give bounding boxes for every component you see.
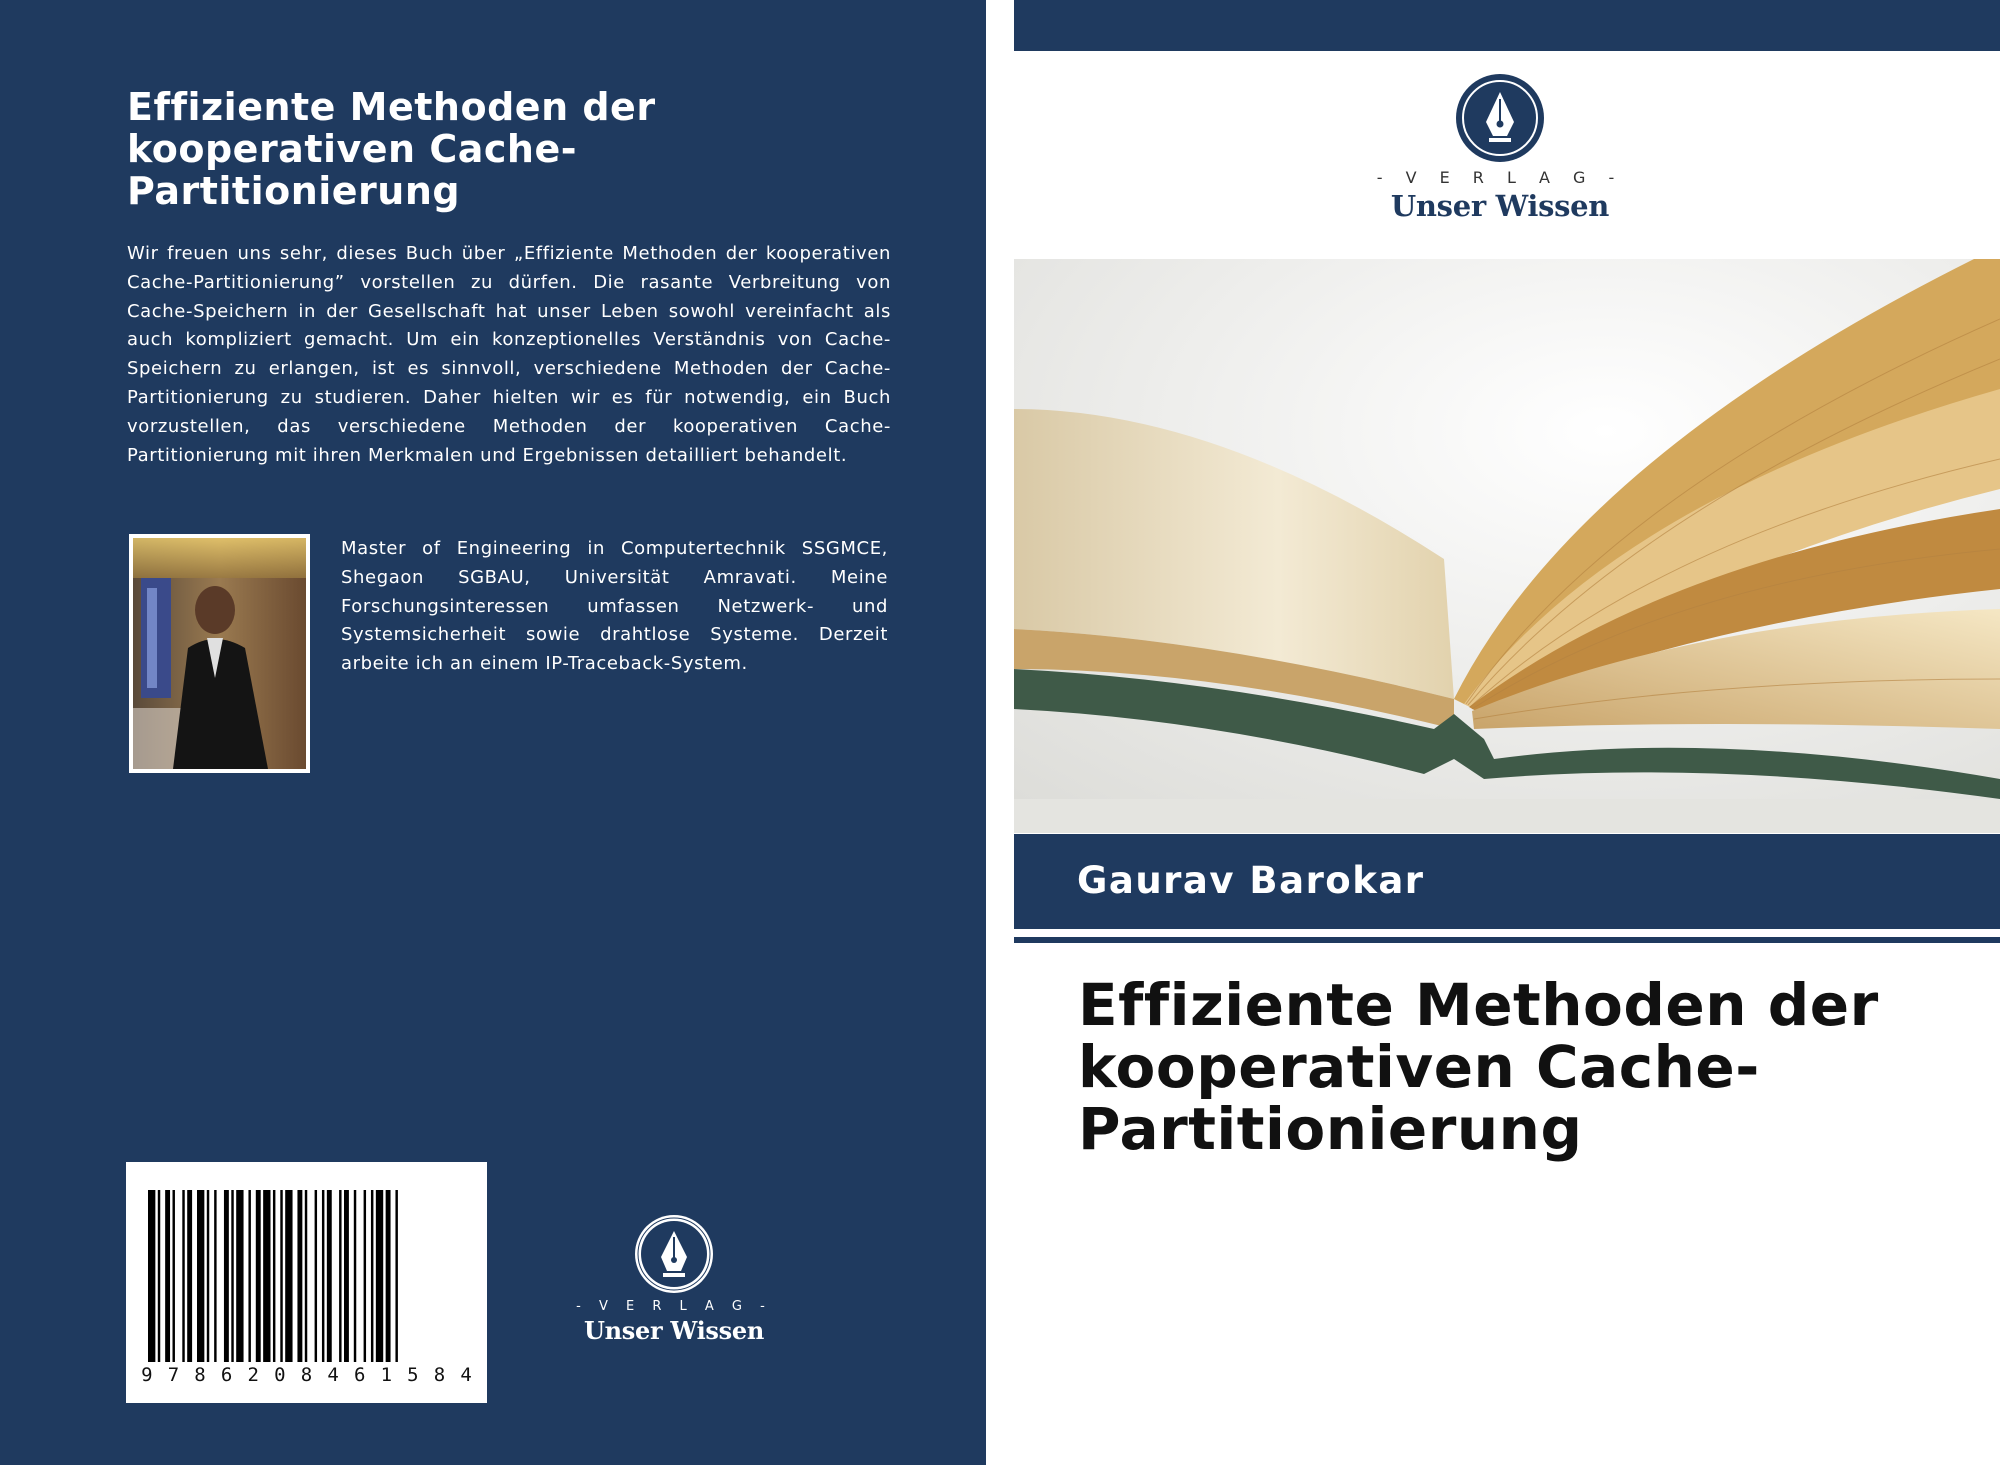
barcode-bar [285,1190,292,1362]
barcode-bar [187,1190,192,1362]
barcode-bar [344,1190,349,1362]
barcode-bar [322,1190,324,1362]
publisher-verlag-label: - V E R L A G - [576,1299,772,1314]
barcode-bar [263,1190,270,1362]
barcode-bar [182,1190,184,1362]
isbn-digit: 6 [220,1364,234,1386]
barcode-bar [158,1190,160,1362]
front-cover-title: Effiziente Methoden der kooperativen Cache-Partitionierung [1078,971,1879,1163]
barcode-bar [371,1190,373,1362]
barcode-bar [197,1190,204,1362]
barcode-bar [339,1190,341,1362]
barcode-bar [236,1190,243,1362]
back-cover-blurb: Wir freuen uns sehr, dieses Buch über „Effiziente Methoden der kooperativen Cache-Partitionierung” vorstellen zu dürfen. Die rasante Verbreitung von Cache-Speichern in der Gesellschaft hat unser Leben sowohl vereinfacht als auch kompliziert gemacht. Um ein konzeptionelles Verständnis von Cache-Speichern zu erlangen, ist es sinnvoll, verschiedene Methoden der Cache-Partitionierung zu studieren. Daher hielten wir es für notwendig, ein Buch vorzustellen, das verschiedene Methoden der kooperativen Cache-Partitionierung mit ihren Merkmalen und Ergebnissen detailliert behandelt. [127,243,891,466]
barcode-bar [231,1190,233,1362]
barcode-bar [327,1190,332,1362]
pen-nib-logo-icon [1454,72,1546,164]
isbn-digit: 8 [194,1364,207,1386]
barcode-bar [224,1190,229,1362]
isbn-digit: 7 [167,1364,181,1386]
barcode-bar [207,1190,209,1362]
back-cover [0,0,986,1465]
publisher-name: Unser Wissen [1390,189,1610,223]
isbn-digit: 5 [407,1364,420,1386]
barcode-bar [214,1190,216,1362]
isbn-digit: 6 [353,1364,367,1386]
barcode-bar [173,1190,175,1362]
barcode-bar [354,1190,356,1362]
isbn-digit: 1 [380,1364,394,1386]
barcode-bar [315,1190,317,1362]
barcode-bar [273,1190,275,1362]
barcode-bar [280,1190,282,1362]
open-book-image [1014,259,2000,833]
isbn-digit: 4 [460,1364,473,1386]
isbn-digit: 8 [433,1364,447,1386]
barcode-bar [256,1190,261,1362]
isbn-digit: 2 [247,1364,260,1386]
isbn-digit: 0 [274,1364,287,1386]
back-publisher-logo [574,1213,774,1343]
isbn-digit: 8 [300,1364,314,1386]
isbn-digit: 9 [141,1364,154,1386]
author-name: Gaurav Barokar [1077,859,1425,902]
barcode-bar [364,1190,366,1362]
isbn-barcode [126,1162,487,1403]
barcode-bar [165,1190,170,1362]
back-cover-title: Effiziente Methoden der kooperativen Cache-Partitionierung [127,85,656,213]
barcode-bar [376,1190,383,1362]
front-publisher-logo [1370,72,1630,222]
front-top-bar [1014,0,2000,51]
author-photo-image [133,538,306,769]
publisher-verlag-label: - V E R L A G - [1376,168,1624,187]
isbn-digit: 4 [327,1364,340,1386]
barcode-bar [386,1190,391,1362]
barcode-bar [148,1190,155,1362]
author-bio: Master of Engineering in Computertechnik SSGMCE, Shegaon SGBAU, Universität Amravati. Meine Forschungsinteressen umfassen Netzwerk- und Systemsicherheit sowie drahtlose Systeme. Derzeit arbeite ich an einem IP-Traceback-System. [341,538,888,675]
author-band [1014,834,2000,929]
open-book-illustration [1014,259,2000,833]
pen-nib-logo-icon [633,1213,715,1295]
barcode-bar [248,1190,250,1362]
isbn-digits [134,1364,480,1386]
barcode-bar [395,1190,397,1362]
author-photo [129,534,310,773]
barcode-bar [305,1190,307,1362]
divider [1014,937,2000,943]
publisher-name: Unser Wissen [584,1316,764,1345]
barcode-bar [297,1190,302,1362]
